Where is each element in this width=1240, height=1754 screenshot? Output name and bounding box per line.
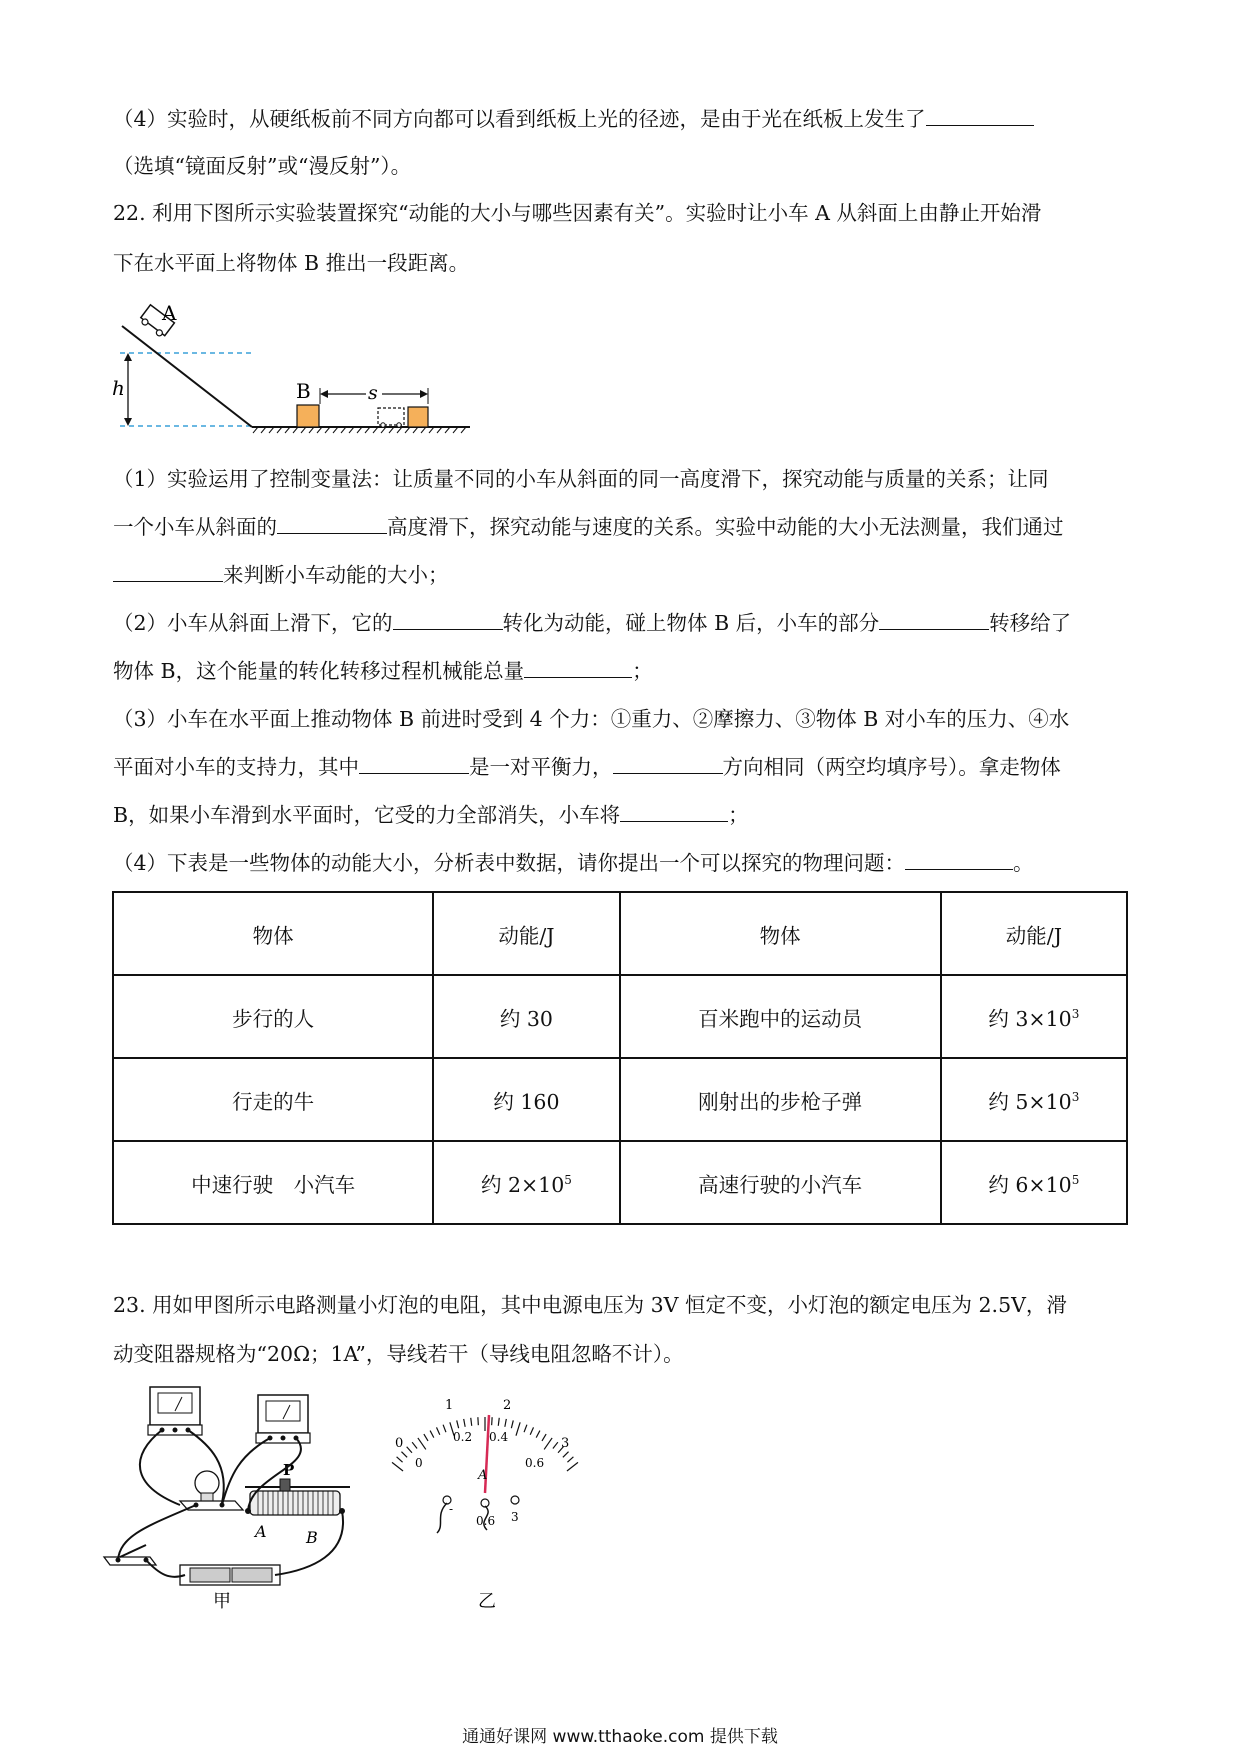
dial-tick xyxy=(567,1457,573,1462)
dial-tick xyxy=(544,1438,552,1450)
table-cell: 约 $2\times 10^5$ xyxy=(433,1141,619,1224)
terminal-label: - xyxy=(449,1502,454,1516)
table-cell: 行走的牛 xyxy=(113,1058,433,1141)
dial-tick xyxy=(530,1427,533,1434)
table-cell: 中速行驶 小汽车 xyxy=(113,1141,433,1224)
table-header-cell: 动能/J xyxy=(433,892,619,975)
distance-label: s xyxy=(368,382,378,404)
terminal-label: 0.6 xyxy=(476,1514,496,1528)
q22-1-line3: 来判断小车动能的大小； xyxy=(113,560,449,590)
height-label: h xyxy=(112,376,125,400)
table-header-cell: 动能/J xyxy=(941,892,1127,975)
answer-blank[interactable] xyxy=(113,561,223,582)
outer-tick-label: 0 xyxy=(395,1436,404,1451)
dial-tick xyxy=(563,1452,569,1458)
page-footer: 通通好课网 www.tthaoke.com 提供下载 xyxy=(462,1727,778,1747)
block-b-moved xyxy=(408,407,428,427)
table-header-row xyxy=(113,892,1127,975)
dial-tick xyxy=(498,1418,499,1426)
answer-blank[interactable] xyxy=(905,849,1013,870)
outer-tick-label: 3 xyxy=(561,1436,570,1451)
bulb-icon xyxy=(180,1471,243,1510)
dial-tick xyxy=(542,1434,546,1441)
q22-2-line1: （2）小车从斜面上滑下，它的 转化为动能，碰上物体 B 后，小车的部分 转移给了 xyxy=(113,611,1072,635)
table-header-cell: 物体 xyxy=(620,892,941,975)
ammeter-icon xyxy=(148,1387,202,1435)
table-cell: 高速行驶的小汽车 xyxy=(620,1141,941,1224)
unit-label: A xyxy=(478,1468,488,1483)
table-cell: 约 $3\times 10^3$ xyxy=(941,975,1127,1058)
inner-tick-label: 0.4 xyxy=(489,1430,509,1444)
table-cell: 步行的人 xyxy=(113,975,433,1058)
incline-diagram xyxy=(110,300,480,435)
q22-1-line1: （1）实验运用了控制变量法：让质量不同的小车从斜面的同一高度滑下，探究动能与质量的关系；让同 xyxy=(113,467,1049,491)
terminal-a-label: A xyxy=(255,1522,267,1541)
answer-blank[interactable] xyxy=(620,801,728,822)
dial-tick xyxy=(392,1462,403,1471)
q22-1-line2: 一个小车从斜面的 高度滑下，探究动能与速度的关系。实验中动能的大小无法测量，我们通过 xyxy=(113,515,1064,539)
q23-stem-line1: 23. 用如甲图所示电路测量小灯泡的电阻，其中电源电压为 3V 恒定不变，小灯泡的额定电压为 2.5V，滑 xyxy=(113,1293,1067,1317)
inner-tick-label: 0.6 xyxy=(525,1456,545,1470)
table-row xyxy=(113,1058,1127,1141)
table-cell: 约 $5\times 10^3$ xyxy=(941,1058,1127,1141)
voltmeter-icon xyxy=(256,1395,310,1443)
dial-tick xyxy=(457,1420,459,1428)
rheostat-icon xyxy=(245,1479,350,1515)
dial-tick xyxy=(471,1418,472,1426)
dial-tick xyxy=(567,1462,578,1471)
dial-tick xyxy=(553,1442,558,1448)
outer-tick-label: 1 xyxy=(445,1398,454,1413)
dial-tick xyxy=(536,1431,540,1438)
q22-4-line: （4）下表是一些物体的动能大小，分析表中数据，请你提出一个可以探究的物理问题： 。 xyxy=(113,851,1034,875)
table-cell: 约 160 xyxy=(433,1058,619,1141)
dial-tick xyxy=(511,1420,513,1428)
dial-tick xyxy=(412,1442,417,1448)
q22-2-line2: 物体 B，这个能量的转化转移过程机械能总量 ； xyxy=(113,659,653,683)
answer-blank[interactable] xyxy=(277,513,387,534)
q21-4-line2: （选填“镜面反射”或“漫反射”）。 xyxy=(113,154,412,178)
outer-tick-label: 2 xyxy=(503,1398,512,1413)
answer-blank[interactable] xyxy=(393,609,503,630)
answer-blank[interactable] xyxy=(359,753,469,774)
dial-tick xyxy=(524,1425,527,1432)
dial-tick xyxy=(418,1438,426,1450)
dial-tick xyxy=(516,1422,520,1435)
table-cell: 百米跑中的运动员 xyxy=(620,975,941,1058)
table-cell: 刚射出的步枪子弹 xyxy=(620,1058,941,1141)
q22-stem-line1: 22. 利用下图所示实验装置探究“动能的大小与哪些因素有关”。实验时让小车 A 从斜面上由静止开始滑 xyxy=(113,201,1042,225)
q22-3-line2: 平面对小车的支持力，其中 是一对平衡力， 方向相同（两空均填序号）。拿走物体 xyxy=(113,755,1061,779)
dial-tick xyxy=(443,1425,446,1432)
ammeter-dial xyxy=(385,1385,585,1610)
block-label: B xyxy=(296,379,311,403)
figure-caption-yi: 乙 xyxy=(478,1591,496,1612)
table-row xyxy=(113,975,1127,1058)
dial-tick xyxy=(401,1452,407,1458)
q21-4-line1: （4）实验时，从硬纸板前不同方向都可以看到纸板上光的径迹，是由于光在纸板上发生了 xyxy=(113,104,1034,134)
terminal-b-label: B xyxy=(306,1528,318,1547)
answer-blank[interactable] xyxy=(524,657,632,678)
terminal-label: 3 xyxy=(511,1510,519,1524)
q22-3-line3: B，如果小车滑到水平面时，它受的力全部消失，小车将 ； xyxy=(113,803,749,827)
table-cell: 约 $6\times 10^5$ xyxy=(941,1141,1127,1224)
answer-blank[interactable] xyxy=(926,105,1034,126)
dial-tick xyxy=(505,1419,506,1427)
figure-caption-jia: 甲 xyxy=(213,1591,231,1612)
answer-blank[interactable] xyxy=(613,753,723,774)
q22-stem-line2: 下在水平面上将物体 B 推出一段距离。 xyxy=(113,251,470,275)
answer-blank[interactable] xyxy=(879,609,989,630)
dial-tick xyxy=(407,1447,412,1453)
slider-label: P xyxy=(283,1461,295,1479)
table-row xyxy=(113,1141,1127,1224)
dial-tick xyxy=(437,1427,440,1434)
block-b xyxy=(297,405,319,427)
table-header-cell: 物体 xyxy=(113,892,433,975)
cart-label: A xyxy=(162,301,177,325)
inner-tick-label: 0.2 xyxy=(453,1430,473,1444)
kinetic-energy-table xyxy=(112,891,1128,1225)
dial-tick xyxy=(397,1457,403,1462)
dial-tick xyxy=(464,1419,465,1427)
dial-tick xyxy=(424,1434,428,1441)
inner-tick-label: 0 xyxy=(415,1456,423,1470)
dial-tick xyxy=(430,1431,434,1438)
q23-stem-line2: 动变阻器规格为“20Ω；1A”，导线若干（导线电阻忽略不计）。 xyxy=(113,1342,684,1366)
circuit-diagram xyxy=(110,1385,410,1610)
q22-3-line1: （3）小车在水平面上推动物体 B 前进时受到 4 个力：①重力、②摩擦力、③物体 B 对小车的压力、④水 xyxy=(113,707,1070,731)
table-cell: 约 30 xyxy=(433,975,619,1058)
battery-icon xyxy=(180,1565,280,1585)
